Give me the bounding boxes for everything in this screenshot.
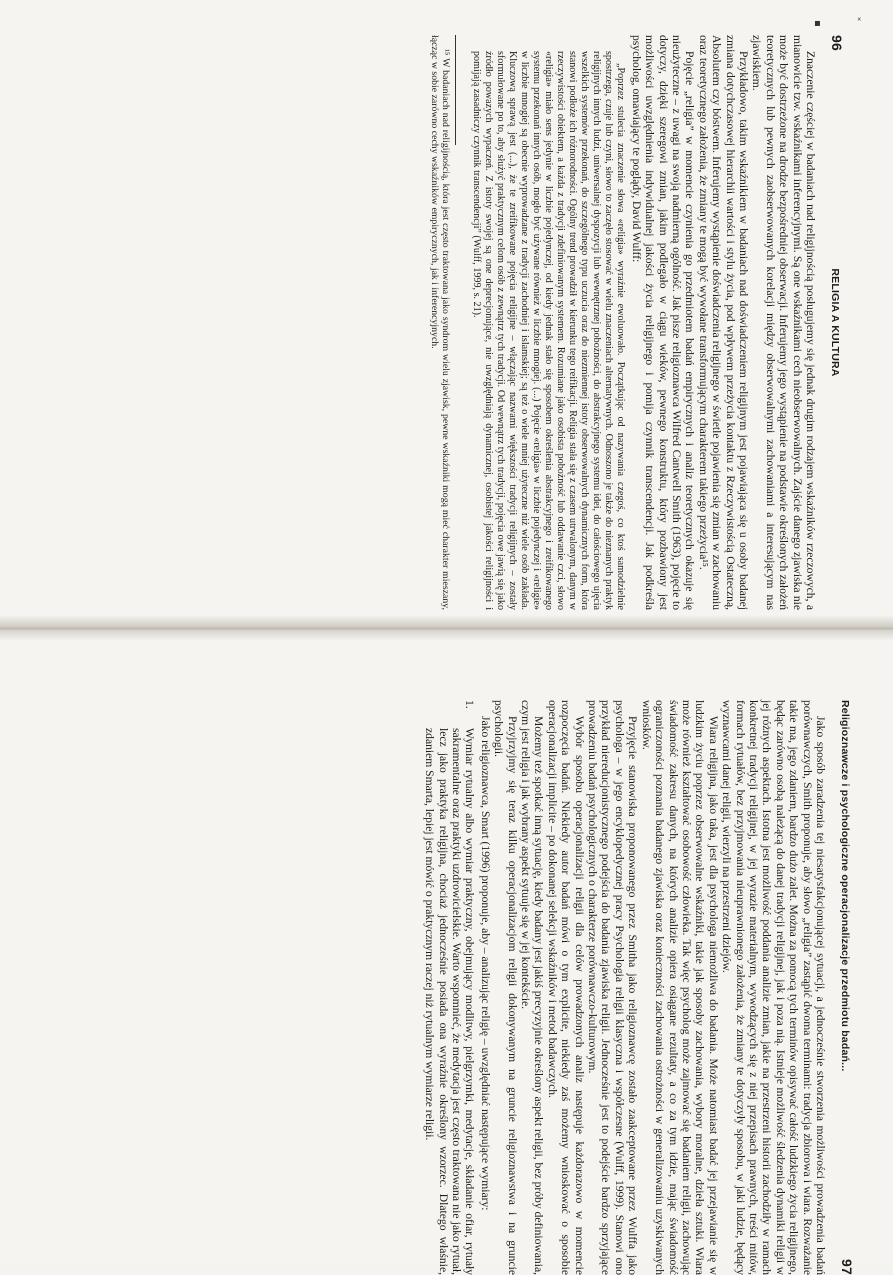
paragraph: Wybór sposobu operacjonalizacji religii dla celów prowadzonych analiz następuje każdorazowo w momencie rozpoczęcia badań. Niekiedy autor badań mówi o tym explicite, niekiedy zaś możemy wnioskować o sposobie operacjonalizacji implicite – po dokonanej selekcji wskaźników i metod badawczych. <box>545 700 586 1275</box>
page-96 <box>25 35 845 610</box>
paragraph: Jako religioznawca, Smart (1996) proponuje, aby – analizując religię – uwzględniać następujące wymiary: <box>478 716 492 1211</box>
paragraph: Przyjęcie stanowiska proponowanego przez Smitha jako religioznawcę zostało zaakceptowane przez Wulffa jako psychologa – w jego encyklopedycznej pracy Psychologia religii klasyczna i współczesne (Wulff, 1999). Stanowi ono przykład niereducjonistycznego podejścia do badania zjawiska religii. Jednocześnie jest to podejście bardzo sprzyjające prowadzeniu badań psychologicznych o charakterze porównawczo-kulturowym. <box>586 700 640 1275</box>
page-header <box>829 35 845 610</box>
paragraph: Wiara religijna, jako taka, jest dla psychologa niemożliwa do badania. Może natomiast badać jej przejawianie się w ludzkim życiu poprzez obserwowalne wskaźniki, takie jak sposoby zachowania, wybory moralne, dzieła sztuki. Wiara może również kształtować osobowość człowieka. Tak więc psycholog może zajmować się badaniem religii, zachowując świadomość zakresu danych, na których analizie opiera osiągane rezultaty, a co za tym idzie, mając świadomość ograniczoności poznania badanego zjawiska oraz konieczności zachowania ostrożności w generalizowaniu uzyskiwanych wniosków. <box>639 700 720 1275</box>
paragraph: Przykładowo, takim wskaźnikiem w badaniach nad doświadczeniem religijnym jest pojawiająca się u osoby badanej zmiana dotychczasowej hierarchii wartości i stylu życia, pod wpływem przeżycia kontaktu z Rzeczywistością Ostateczną, Absolutem czy bóstwem. Inferujemy wystąpienie doświadczenia religijnego w świetle pojawienia się zmian w zachowaniu oraz teoretycznego założenia, że zmiany te mogą być wywołane transformującym charakterem takiego przeżycia¹⁵. <box>696 35 750 610</box>
scan-speck-mark: ▪ <box>814 18 821 29</box>
page-body <box>428 35 817 610</box>
book-gutter <box>0 615 893 641</box>
running-head: RELIGIA A KULTURA <box>829 268 841 377</box>
scan-speck-mark: ˣ <box>857 16 862 27</box>
footnote: ¹⁵ W badaniach nad religijnością, która jest często traktowana jako syndrom wielu zjawisk, pewne wskaźniki mogą mieć charakter mieszany, łącząc w sobie zarówno cechy wskaźników empirycznych, jak i inferencyjnych. <box>428 35 452 610</box>
paragraph: Jako sposób zaradzenia tej niesatysfakcjonującej sytuacji, a jednocześnie stworzenia możliwości prowadzenia badań porównawczych, Smith proponuje, aby słowo „religia” zastąpić dwoma terminami: tradycja zbiorowa i wiara. Rozważanie takie ma, jego zdaniem, bardzo dużo zalet. Można za pomocą tych terminów opisywać całość ludzkiego życia religijnego, będąc zarówno osobą należącą do danej tradycji religijnej, jak i poza nią. Istnieje możliwość śledzenia dynamiki religii w jej różnych aspektach. Istotna jest możliwość poddania analizie zmian, jakie na przestrzeni historii zachodziły w ramach konkretnej tradycji religijnej, w jej wyrazie materialnym, wywodzących się z niej przepisach prawnych, treści mitów, formach rytuałów, bez przyjmowania nieuprawnionego założenia, że zmiany te dotyczyły sposobu, w jaki ludzie, będący wyznawcami danej religii, wierzyli na przestrzeni dziejów. <box>720 700 827 1275</box>
paragraph: Przyjrzyjmy się teraz kilku operacjonalizacjom religii dokonywanym na gruncie religioznawstwa i na gruncie psychologii. <box>492 700 519 1275</box>
paragraph: Pojęcie „religia” w momencie czynienia go przedmiotem badań empirycznych i analiz teoretycznych okazuje się nieużyteczne – z uwagi na swoją nadmierną ogólność. Jak pisze religioznawca Wilfred Cantwell Smith (1963), pojęcie to dotyczy, dzięki szeregowi zmian, jakim podlegało w ciągu wieków, pewnego konstruktu, który pozbawiony jest możliwości uwzględnienia indywidualnej jakości życia religijnego i pomija czynnik transcendencji. Jak podkreśla psycholog, omawiający te poglądy, David Wulff: <box>629 35 697 610</box>
paragraph: Znaczenie częściej w badaniach nad religijnością posługujemy się jednak drugim rodzajem wskaźników rzeczowych, a mianowicie tzw. wskaźnikami inferencyjnymi. Są one wskaźnikami cech nieobserwowalnych. Zajście danego zjawiska nie może być dostrzeżone na drodze bezpośredniej obserwacji. Inferujemy jego wystąpienie na podstawie określonych założeń teoretycznych lub pewnych zaobserwowanych korelacji między obserwowalnymi zachowaniami a interesującym nas zjawiskiem. <box>750 35 817 610</box>
list-number: 1. <box>463 700 477 709</box>
list-text: Wymiar rytualny albo wymiar praktyczny, obejmujący modlitwy, pielgrzymki, medytacje, składanie ofiar, rytuały sakramentalne oraz praktyki uzdrowicielskie. Warto wspomnieć, że medytacja jest często traktowana nie jako rytuał, lecz jako praktyka religijna, chociaż jednocześnie posiada ona wyraźnie określony wzorzec. Dlatego właśnie, zdaniem Smarta, lepiej jest mówić o praktycznym raczej niż rytualnym wymiarze religii. <box>423 728 477 1275</box>
page-body <box>423 700 827 1275</box>
list-item <box>423 700 477 1275</box>
dimension-list <box>423 700 477 1275</box>
page-number: 97 <box>839 1259 855 1275</box>
paragraph: Możemy też spotkać inną sytuację, kiedy badany jest jakiś precyzyjnie określony aspekt religii, bez próby definiowania, czym jest religia i jak wybrany aspekt sytuuje się w jej kontekście. <box>519 700 546 1275</box>
running-head: Religioznawcze i psychologiczne operacjonalizacje przedmiotu badań... <box>839 700 851 1072</box>
page-header <box>839 700 855 1275</box>
page-97 <box>35 700 855 1275</box>
page-number: 96 <box>829 35 845 51</box>
footnote-rule <box>455 35 456 145</box>
block-quote: „Poprzez stulecia znaczenie słowa «religia» wyraźnie ewoluowało. Początkując od nazywania czegoś, co ktoś samodzielnie spostrzega, czuje lub czyni, słowo to zaczęło stosować w wielu znaczeniach alternatywnych. Odnoszono je także do nieznanych praktyk religijnych innych ludzi, uniwersalnej dyspozycji lub wewnętrznej pobożności, do abstrakcyjnego systemu idei, do całościowego ujęcia wszelkich systemów przekonań, do szczególnego typu uczucia oraz do niezmiennej istoty obserwowalnych dynamicznych form, która stanowi podłoże ich różnorodności. Ogólny trend prowadził w kierunku tego reifikacji. Religia stała się z czasem utrwalonym, danym w rzeczywistości obiektem, a każda z tradycji zdefiniowanym systemem. Rozumiane jako osobista pobożność lub oddawanie czci, słowo «religia» miało sens jedynie w liczbie pojedynczej, od kiedy jednak stało się sposobem określenia abstrakcyjnego i zreifikowanego systemu przekonań innych osób, mogło być używane również w liczbie mnogiej. (...) Pojęcie «religia» w liczbie pojedynczej i «religie» w liczbie mnogiej są obecnie wyprowadzane z tradycji zachodniej i islamskiej; są też o wiele mniej użyteczne niż wiele osób zakłada. Kluczową sprawą jest (...), że te zreifikowane pojęcia religijne – włączając nazwami większości tradycji religijnych – zostały sformułowane po to, aby służyć praktycznym celom osób z zewnątrz tych tradycji. Od wewnątrz tych tradycji, pojęcia owe jawią się jako źródło powazych wypaczeń. Z istoty swojej są one deprecjonujące, nie uwzględniają dynamicznej, osobistej jakości religijności i pomijają zasadniczy czynnik transcendencji” (Wulff, 1999, s. 21). <box>471 51 627 610</box>
